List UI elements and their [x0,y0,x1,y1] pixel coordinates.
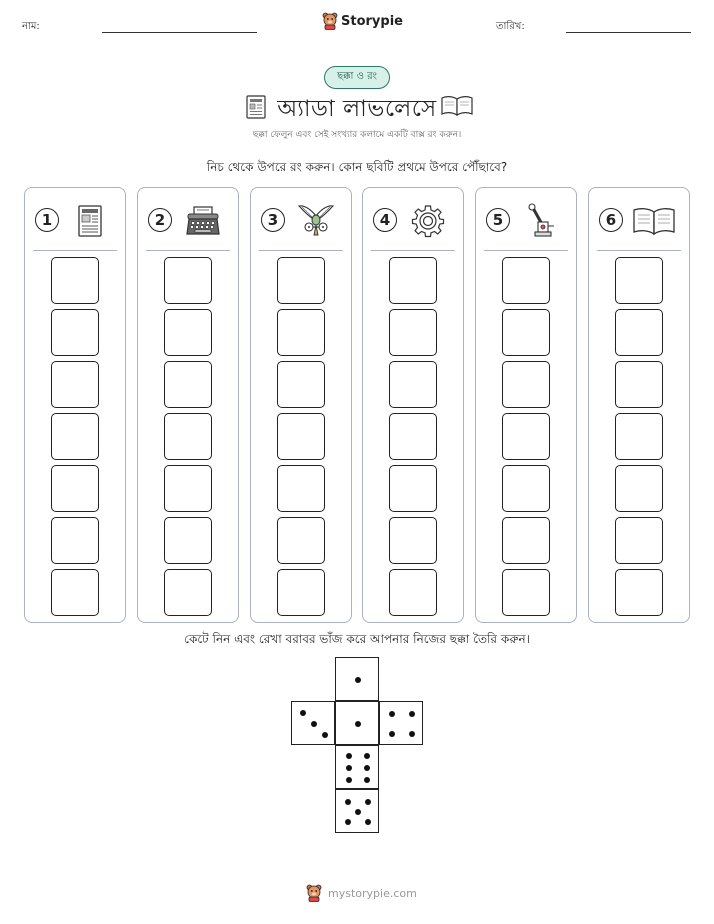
name-line[interactable] [102,32,257,33]
title-open-book-icon [440,95,474,117]
color-box[interactable] [51,257,99,304]
color-box[interactable] [615,309,663,356]
flying-machine-icon [297,202,335,240]
color-box[interactable] [51,413,99,460]
color-box[interactable] [389,361,437,408]
color-box[interactable] [164,361,212,408]
typewriter-icon [184,202,222,240]
color-box[interactable] [277,257,325,304]
column-3 [250,187,352,623]
column-4 [362,187,464,623]
dice-face-bottom [335,789,379,833]
column-number: 6 [599,208,623,232]
color-box[interactable] [389,413,437,460]
color-box[interactable] [615,517,663,564]
color-box[interactable] [277,309,325,356]
column-number: 1 [35,208,59,232]
bear-mascot-icon [306,884,322,902]
color-box[interactable] [164,517,212,564]
color-box[interactable] [164,413,212,460]
open-book-icon [631,202,677,240]
gear-icon [409,202,447,240]
dice-pip [364,765,370,771]
newspaper-icon [71,202,109,240]
column-header [589,188,689,250]
dice-face-left [291,701,335,745]
color-box[interactable] [389,309,437,356]
dice-face-center [335,701,379,745]
color-box[interactable] [389,517,437,564]
color-box[interactable] [615,413,663,460]
color-box[interactable] [502,517,550,564]
color-box[interactable] [277,517,325,564]
color-box[interactable] [277,361,325,408]
dice-pip [355,809,361,815]
column-number: 4 [373,208,397,232]
color-box[interactable] [502,569,550,616]
dice-face-top [335,657,379,701]
storypie-logo [322,12,403,30]
dice-pip [355,721,361,727]
color-box[interactable] [389,569,437,616]
column-header [476,188,576,250]
column-divider [371,250,455,251]
column-5 [475,187,577,623]
color-box[interactable] [615,569,663,616]
color-box[interactable] [389,465,437,512]
dice-pip [364,777,370,783]
bear-mascot-icon [322,12,338,30]
footer-url[interactable]: mystorypie.com [328,886,417,900]
dice-pip [322,732,328,738]
cut-instruction: কেটে নিন এবং রেখা বরাবর ভাঁজ করে আপনার নিজের ছক্কা তৈরি করুন। [184,632,530,646]
game-badge: ছক্কা ও রং [324,66,390,89]
subtitle: ছক্কা ফেলুন এবং সেই সংখ্যার কলামে একটি বাক্স রং করুন। [252,130,462,140]
column-header [251,188,351,250]
dice-pip [311,721,317,727]
color-box[interactable] [502,309,550,356]
dice-pip [345,819,351,825]
dice-pip [389,711,395,717]
dice-pip [345,799,351,805]
column-header [138,188,238,250]
page-title: অ্যাডা লাভলেসে [277,96,437,122]
column-header [363,188,463,250]
color-box[interactable] [502,413,550,460]
color-box[interactable] [389,257,437,304]
column-header [25,188,125,250]
dice-pip [409,711,415,717]
color-box[interactable] [164,465,212,512]
color-box[interactable] [615,465,663,512]
column-6 [588,187,690,623]
color-box[interactable] [502,465,550,512]
color-box[interactable] [615,257,663,304]
dice-face-right [379,701,423,745]
dice-pip [365,819,371,825]
color-box[interactable] [277,569,325,616]
column-number: 5 [486,208,510,232]
column-divider [597,250,681,251]
dice-pip [364,753,370,759]
color-box[interactable] [51,465,99,512]
instruction: নিচ থেকে উপরে রং করুন। কোন ছবিটি প্রথমে উপরে পৌঁছাবে? [206,160,508,174]
color-box[interactable] [51,517,99,564]
column-number: 2 [148,208,172,232]
color-box[interactable] [164,309,212,356]
dice-pip [346,777,352,783]
dice-pip [346,753,352,759]
color-box[interactable] [502,257,550,304]
color-box[interactable] [615,361,663,408]
color-box[interactable] [277,465,325,512]
dice-face-lower [335,745,379,789]
name-label: নাম: [22,21,40,32]
dice-pip [300,710,306,716]
dice-pip [346,765,352,771]
footer [306,884,417,902]
color-box[interactable] [51,309,99,356]
column-divider [146,250,230,251]
column-divider [484,250,568,251]
lever-icon [522,202,560,240]
color-box[interactable] [277,413,325,460]
color-box[interactable] [164,569,212,616]
color-box[interactable] [502,361,550,408]
column-divider [259,250,343,251]
column-1 [24,187,126,623]
column-2 [137,187,239,623]
dice-pip [365,799,371,805]
column-number: 3 [261,208,285,232]
dice-pip [355,677,361,683]
date-line[interactable] [566,32,691,33]
brand-name: Storypie [341,13,403,29]
column-divider [33,250,117,251]
color-box[interactable] [164,257,212,304]
color-box[interactable] [51,361,99,408]
dice-pip [389,731,395,737]
date-label: তারিখ: [496,21,525,32]
dice-pip [409,731,415,737]
color-box[interactable] [51,569,99,616]
